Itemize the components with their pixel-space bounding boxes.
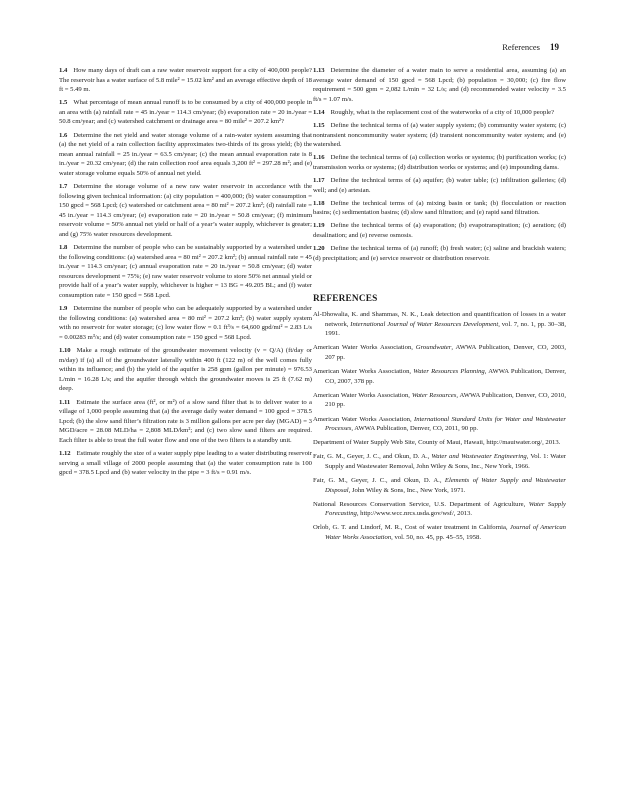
- problem-number: 1.20: [313, 245, 325, 252]
- problem-text: Determine the storage volume of a new raw water reservoir in accordance with the following given technical information: (a) city population = 400,000; (b) water consumption = 150 gpcd = 568 Lpcd; (c) watershed or catchment area = 80 mi² = 207.2 km²; (d) rainfall rate = 45 in./year = 114.3 cm/year; (e) evaporation rate = 20 in./year = 50.8 cm/year; (f) minimum reservoir volume = 50% annual net yield or half of a year’s water supply, whichever is greater; and (g) 75% water resources development.: [59, 183, 312, 238]
- reference-entry: [313, 438, 566, 448]
- reference-after-text: , vol. 7, no. 1, pp. 30–38, 1991.: [325, 320, 566, 338]
- problem-1-11: [59, 398, 312, 446]
- problem-text: Define the technical terms of (a) evaporation; (b) evapotranspiration; (c) aeration; (d) desalination; and (e) reverse osmosis.: [313, 222, 566, 239]
- reference-before-text: American Water Works Association,: [313, 391, 412, 399]
- problem-text: Determine the number of people who can be adequately supported by a watershed under the following conditions: (a) watershed area = 80 mi² = 207.2 km²; (b) water supply system with no reservoir for water storage; (c) low water flow = 0.1 ft³/s = 64,600 gpd/mi² = 2.83 L/s = 0.00283 m³/s; and (d) water consumption rate = 150 gpcd = 568 Lpcd.: [59, 305, 312, 341]
- problem-text: How many days of draft can a raw water reservoir support for a city of 400,000 people? The reservoir has a water surface of 5.8 mile² = 15.02 km² and an average effective depth of 18 ft = 5.49 m.: [59, 67, 312, 94]
- problem-number: 1.7: [59, 183, 68, 191]
- problem-number: 1.18: [313, 199, 325, 207]
- problem-number: 1.15: [313, 121, 325, 129]
- running-head: [502, 42, 559, 52]
- problem-1-8: [59, 243, 312, 301]
- reference-before-text: Al-Dhowalia, K. and Shammas, N. K., Leak detection and quantification of losses in a water network,: [313, 311, 566, 328]
- problem-number: 1.13: [313, 67, 325, 74]
- problem-1-16: [313, 153, 566, 172]
- right-problem-list: [313, 66, 566, 263]
- problem-text: Define the technical terms of (a) water supply system; (b) community water system; (c) nontransient noncommunity water system; (d) transient noncommunity water system; and (e) watershed.: [313, 121, 566, 149]
- reference-list: [313, 310, 566, 542]
- problem-number: 1.5: [59, 99, 68, 107]
- problem-text: Define the technical terms of (a) aquifer; (b) water table; (c) infiltration galleries; (d) well; and (e) artesian.: [313, 176, 566, 194]
- problem-number: 1.8: [59, 244, 68, 252]
- reference-before-text: Department of Water Supply Web Site, County of Maui, Hawaii, http://mauiwater.org/, 2013.: [313, 439, 561, 447]
- reference-entry: [313, 310, 566, 339]
- problem-text: Estimate the surface area (ft², or m²) of a slow sand filter that is to deliver water to a village of 1,000 people assuming that (a) the average daily water demand = 100 gpcd = 378.5 Lpcd; (b) the slow sand filter’s filtration rate is 3 million gallons per acre per day (MGAD) = 3 MGD/acre = 28.08 MLD/ha = 2,808 MLD/km²; and (c) two slow sand filters are required. Each filter is able to treat the full water flow and one of the two filters is a standby unit.: [59, 398, 312, 444]
- problem-number: 1.12: [59, 449, 71, 457]
- reference-after-text: , AWWA Publication, Denver, CO, 2010, 210 pp.: [325, 391, 566, 409]
- problem-number: 1.10: [59, 347, 71, 355]
- problem-text: Define the technical terms of (a) mixing basin or tank; (b) flocculation or reaction basins; (c) sedimentation basins; (d) slow sand filtration; and (e) rapid sand filtration.: [313, 199, 566, 217]
- reference-entry: [313, 476, 566, 495]
- problem-1-4: [59, 66, 312, 95]
- reference-italic-text: Water Resources Planning: [413, 368, 485, 376]
- problem-1-10: [59, 346, 312, 394]
- reference-italic-text: Journal of American Water Works Association: [325, 524, 566, 541]
- reference-before-text: National Resources Conservation Service, U.S. Department of Agriculture,: [313, 500, 529, 508]
- reference-entry: [313, 415, 566, 434]
- problem-number: 1.17: [313, 176, 325, 184]
- reference-entry: [313, 452, 566, 471]
- right-column: [313, 66, 566, 547]
- problem-1-14: [313, 108, 566, 118]
- problem-number: 1.16: [313, 154, 325, 162]
- problem-text: Determine the diameter of a water main to serve a residential area, assuming (a) an average water demand of 150 gpcd = 568 Lpcd; (b) population = 30,000; (c) fire flow requirement = 500 gpm = 2,082 L/min = 32 L/s; and (d) recommended water velocity = 3.5 ft/s = 1.07 m/s.: [313, 67, 566, 103]
- problem-number: 1.19: [313, 222, 325, 230]
- problem-text: Define the technical terms of (a) collection works or systems; (b) purification works; (c) transmission works or systems; (d) distribution works or systems; and (e) impounding dams.: [313, 154, 566, 171]
- reference-italic-text: Water Resources: [411, 391, 457, 399]
- reference-italic-text: Elements of Water Supply and Wastewater Disposal: [325, 477, 566, 494]
- reference-before-text: American Water Works Association,: [313, 344, 416, 352]
- running-head-section: References: [502, 42, 540, 52]
- reference-before-text: Fair, G. M., Geyer, J. C., and Okun, D. A.,: [313, 453, 432, 461]
- problem-text: Determine the number of people who can be sustainably supported by a watershed under the following conditions: (a) watershed area = 80 mi² = 207.2 km²; (b) annual rainfall rate = 45 in./year = 114.3 cm/year; (c) annual evaporation rate = 20 in./year = 50.8 cm/year; (d) water resources development = 75%; (e) raw water reservoir volume to store 50% net annual yield or provide half of a year’s water supply, whichever is higher = 13 BG = 49.205 BL; and (f) water consumption rate = 150 gpcd = 568 Lpcd.: [59, 244, 312, 300]
- problem-text: Define the technical terms of (a) runoff; (b) fresh water; (c) saline and brackish waters; (d) precipitation; and (e) service reservoir or distribution reservoir.: [313, 245, 566, 262]
- reference-after-text: , AWWA Publication, Denver, CO, 2003, 207 pp.: [325, 344, 566, 362]
- reference-italic-text: Water Supply Forecasting: [325, 500, 566, 518]
- reference-after-text: , AWWA Publication, Denver, CO, 2011, 90 pp.: [351, 425, 479, 433]
- problem-number: 1.4: [59, 67, 68, 74]
- reference-before-text: American Water Works Association,: [313, 368, 414, 376]
- problem-text: Estimate roughly the size of a water supply pipe leading to a water distributing reservoir serving a small village of 2000 people assuming that (a) the water consumption rate is 100 gpcd = 378.5 Lpcd and (b) water velocity in the pipe = 3 ft/s = 0.91 m/s.: [59, 449, 312, 477]
- problem-number: 1.14: [313, 108, 325, 116]
- problem-1-20: [313, 244, 566, 263]
- reference-before-text: Fair, G. M., Geyer, J. C., and Okun, D. A.,: [313, 477, 445, 484]
- problem-1-5: [59, 98, 312, 127]
- problem-text: Roughly, what is the replacement cost of the waterworks of a city of 10,000 people?: [330, 108, 555, 116]
- problem-1-17: [313, 176, 566, 195]
- reference-italic-text: Water and Wastewater Engineering: [431, 453, 527, 461]
- problem-1-15: [313, 121, 566, 150]
- reference-after-text: , vol. 50, no. 45, pp. 45–55, 1958.: [391, 533, 482, 541]
- problem-number: 1.6: [59, 131, 68, 139]
- problem-1-19: [313, 221, 566, 240]
- reference-entry: [313, 523, 566, 542]
- reference-entry: [313, 367, 566, 386]
- references-heading: REFERENCES: [313, 294, 378, 305]
- reference-italic-text: International Standard Units for Water and Wastewater Processes: [325, 415, 567, 433]
- reference-entry: [313, 500, 566, 519]
- problem-1-13: [313, 66, 566, 104]
- reference-after-text: , AWWA Publication, Denver, CO, 2007, 378 pp.: [325, 368, 566, 385]
- problem-1-18: [313, 199, 566, 218]
- reference-italic-text: International Journal of Water Resources Development: [350, 320, 499, 328]
- reference-after-text: , John Wiley & Sons, Inc., New York, 1971.: [348, 486, 466, 494]
- reference-before-text: American Water Works Association,: [313, 415, 415, 423]
- reference-entry: [313, 391, 566, 410]
- page-number: 19: [550, 42, 559, 52]
- left-column: [59, 66, 312, 481]
- problem-text: Make a rough estimate of the groundwater movement velocity (v = Q/A) (ft/day or m/day) if (a) all of the groundwater laterally within 400 ft (122 m) of the well comes fully within its influence; and (b) the yield of the aquifer is 258 gpm (gallon per minute) = 976.53 L/min = 16.28 L/s; and the aquifer through which the groundwater moves is 25 ft (7.62 m) deep.: [59, 347, 312, 393]
- reference-after-text: , http://www.wcc.nrcs.usda.gov/wsf/, 2013.: [356, 510, 473, 518]
- reference-entry: [313, 343, 566, 362]
- problem-number: 1.9: [59, 305, 68, 313]
- reference-before-text: Orlob, G. T. and Lindorf, M. R., Cost of water treatment in California,: [313, 524, 510, 532]
- problem-text: Determine the net yield and water storage volume of a rain-water system assuming that (a) the net yield of a rain collection facility approximates two-thirds of its gross yield; (b) the mean annual rainfall = 25 in./year = 63.5 cm/year; (c) the mean annual evaporation rate is 8 in./year = 20.32 cm/year; (d) the rain collection roof area equals 3,200 ft² = 297.28 m²; and (e) water storage volume equals 50% of annual net yield.: [59, 131, 312, 177]
- problem-1-9: [59, 304, 312, 342]
- problem-1-6: [59, 131, 312, 179]
- reference-after-text: , Vol. 1: Water Supply and Wastewater Removal, John Wiley & Sons, Inc., New York, 1966.: [325, 453, 566, 470]
- problem-1-7: [59, 182, 312, 240]
- problem-1-12: [59, 449, 312, 478]
- problem-number: 1.11: [59, 398, 71, 406]
- problem-text: What percentage of mean annual runoff is to be consumed by a city of 400,000 people in an area with (a) rainfall rate = 45 in./year = 114.3 cm/year; (b) evaporation rate = 20 in./year = 50.8 cm/year; and (c) watershed catchment or drainage area = 80 mile² = 207.2 km²?: [59, 99, 312, 126]
- reference-italic-text: Groundwater: [415, 344, 452, 352]
